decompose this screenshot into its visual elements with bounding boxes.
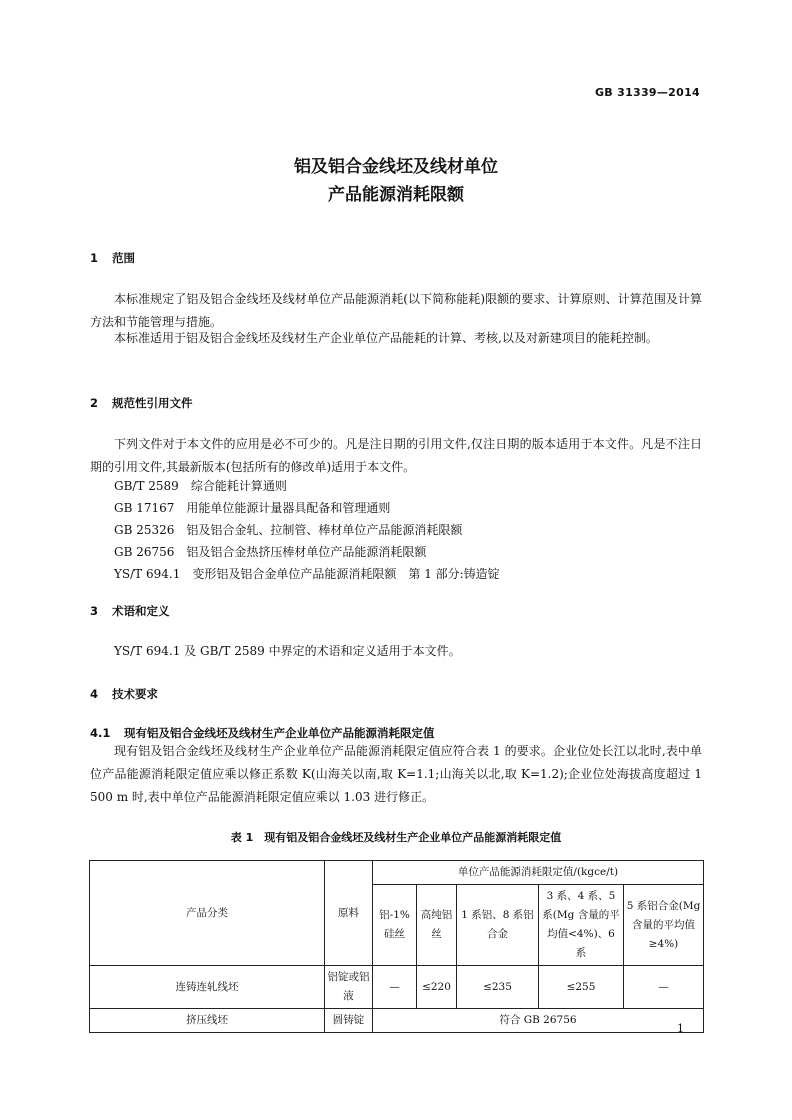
paragraph: 现有铝及铝合金线坯及线材生产企业单位产品能源消耗限定值应符合表 1 的要求。企业位处长江以北时,表中单位产品能源消耗限定值应乘以修正系数 K(山海关以南,取 K=1.1;山海关以北,取 K=1.2);企业位处海拔高度超过 1 500 m 时,表中单位产品能源消耗限定值应乘以 1.03 进行修正。 (90, 744, 702, 804)
reference-code: GB 17167 (114, 501, 175, 515)
header-col-5: 5 系铝合金(Mg 含量的平均值≥4%) (624, 885, 704, 966)
header-col-1: 铝-1%硅丝 (373, 885, 417, 966)
header-col-3: 1 系铝、8 系铝合金 (457, 885, 539, 966)
cell-merged-value: 符合 GB 26756 (373, 1009, 704, 1033)
section-title: 规范性引用文件 (112, 396, 193, 410)
reference-name: 综合能耗计算通则 (190, 479, 287, 493)
paragraph: 下列文件对于本文件的应用是必不可少的。凡是注日期的引用文件,仅注日期的版本适用于本文件。凡是不注日期的引用文件,其最新版本(包括所有的修改单)适用于本文件。 (90, 437, 702, 474)
reference-code: GB/T 2589 (114, 479, 179, 493)
cell-value: ≤235 (457, 966, 539, 1009)
section-4-heading (90, 686, 158, 702)
doc-title-line-1: 铝及铝合金线坯及线材单位 (294, 157, 498, 177)
energy-limit-table (89, 860, 704, 1033)
cell-value: ≤220 (417, 966, 457, 1009)
section-2-heading (90, 395, 193, 411)
reference-item (114, 477, 287, 494)
reference-name: 用能单位能源计量器具配备和管理通则 (186, 501, 391, 515)
cell-material: 铝锭或铝液 (325, 966, 373, 1009)
table-row (90, 966, 704, 1009)
section-number: 2 (90, 396, 99, 410)
cell-value: — (624, 966, 704, 1009)
table-row (90, 1009, 704, 1033)
reference-code: GB 25326 (114, 523, 175, 537)
section-3-heading (90, 603, 170, 619)
reference-code: GB 26756 (114, 545, 175, 559)
cell-product: 连铸连轧线坯 (90, 966, 325, 1009)
standard-number: GB 31339—2014 (594, 86, 700, 99)
section-4-1-heading (90, 725, 435, 741)
cell-product: 挤压线坯 (90, 1009, 325, 1033)
reference-name: 铝及铝合金轧、拉制管、棒材单位产品能源消耗限额 (186, 523, 463, 537)
header-col-4: 3 系、4 系、5 系(Mg 含量的平均值<4%)、6 系 (539, 885, 624, 966)
section-number: 3 (90, 604, 99, 618)
cell-value: — (373, 966, 417, 1009)
reference-item (114, 521, 462, 538)
header-group: 单位产品能源消耗限定值/(kgce/t) (373, 861, 704, 885)
reference-name: 铝及铝合金热挤压棒材单位产品能源消耗限额 (186, 545, 427, 559)
reference-name: 变形铝及铝合金单位产品能源消耗限额 第 1 部分:铸造锭 (192, 567, 500, 581)
page-number: 1 (677, 1022, 684, 1035)
cell-value: ≤255 (539, 966, 624, 1009)
paragraph: 本标准规定了铝及铝合金线坯及线材单位产品能源消耗(以下简称能耗)限额的要求、计算原则、计算范围及计算方法和节能管理与措施。 (90, 292, 702, 329)
reference-code: YS/T 694.1 (114, 567, 181, 581)
doc-title-line-2: 产品能源消耗限额 (328, 185, 464, 205)
section-title: 术语和定义 (112, 604, 170, 618)
section-number: 1 (90, 251, 99, 265)
section-title: 范围 (112, 251, 135, 265)
section-number: 4.1 (90, 726, 111, 740)
reference-item (114, 499, 390, 516)
header-col-2: 高纯铝丝 (417, 885, 457, 966)
table-caption: 表 1 现有铝及铝合金线坯及线材生产企业单位产品能源消耗限定值 (230, 831, 562, 844)
section-title: 现有铝及铝合金线坯及线材生产企业单位产品能源消耗限定值 (124, 726, 435, 740)
paragraph: YS/T 694.1 及 GB/T 2589 中界定的术语和定义适用于本文件。 (114, 644, 461, 658)
section-1-heading (90, 250, 135, 266)
cell-material: 圆铸锭 (325, 1009, 373, 1033)
section-number: 4 (90, 687, 99, 701)
section-title: 技术要求 (112, 687, 158, 701)
header-material: 原料 (325, 861, 373, 966)
reference-item (114, 543, 426, 560)
reference-item (114, 565, 500, 582)
header-product: 产品分类 (90, 861, 325, 966)
paragraph: 本标准适用于铝及铝合金线坯及线材生产企业单位产品能耗的计算、考核,以及对新建项目的能耗控制。 (114, 331, 658, 345)
table-header-row (90, 861, 704, 885)
